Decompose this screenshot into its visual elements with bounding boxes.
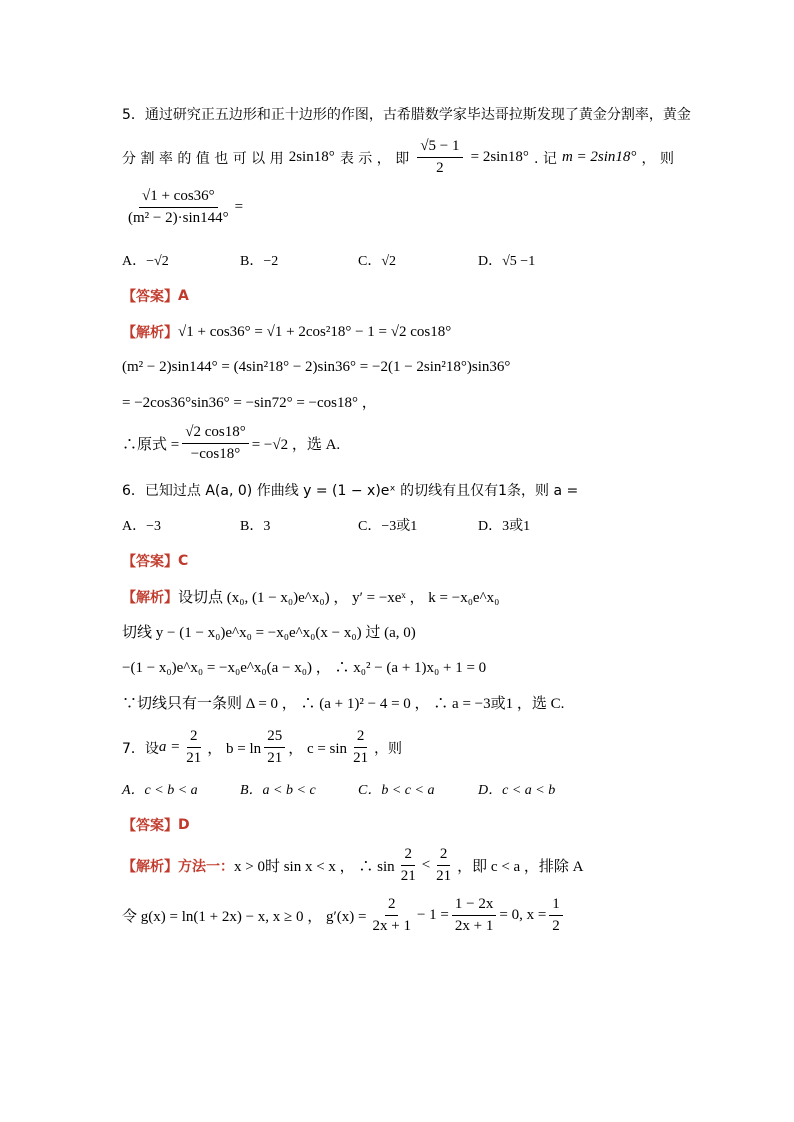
q7-option-b: B．a < b < c [240, 783, 316, 798]
analysis-text-c: = 0, x = [499, 907, 547, 924]
q7-c-lhs: ， c = sin [288, 741, 348, 758]
answer-value: C [178, 553, 189, 569]
answer-label: 【答案】 [122, 818, 178, 834]
q5-analysis-line2: (m² − 2)sin144° = (4sin²18° − 2)sin36° = −2(1 − 2sin²18°)sin36° [122, 359, 511, 375]
q5-option-a: A．−√2 [122, 254, 169, 269]
fraction-denominator: −cos18° [190, 446, 241, 463]
q5-line2-eq: = 2sin18° [470, 149, 529, 166]
analysis-text-b: − 1 = [416, 907, 449, 924]
q7-b-lhs: ， b = ln [207, 741, 262, 758]
q5-analysis-line4 [122, 424, 340, 464]
q5-result-fraction [182, 424, 248, 464]
q7-analysis-fraction-1 [398, 846, 419, 886]
analysis-text: √1 + cos36° = √1 + 2cos²18° − 1 = √2 cos18° [178, 323, 452, 340]
q7-analysis-line2 [122, 896, 566, 936]
q5-golden-fraction [417, 138, 462, 178]
analysis-text: 设切点 (x₀, (1 − x₀)e^x₀) ， y′ = −xeˣ ， k = −x₀e^x₀ [178, 590, 500, 606]
fraction-numerator: 1 [549, 896, 563, 916]
fraction-denominator: 21 [400, 868, 416, 885]
q7-c-fraction [350, 728, 371, 768]
q7-derivative-fraction-2 [452, 896, 496, 936]
q7-suffix: ，则 [374, 740, 403, 757]
q5-expression [122, 188, 243, 228]
q7-derivative-fraction-3 [549, 896, 563, 936]
q7-derivative-fraction-1 [370, 896, 414, 936]
q5-line2-text-c: . 记 [533, 150, 557, 167]
q5-option-d: D．√5 −1 [478, 254, 536, 269]
q7-b-fraction [264, 728, 285, 768]
fraction-numerator: √2 cos18° [182, 424, 248, 444]
answer-value: D [178, 817, 190, 833]
q5-line2-expr: 2sin18° [288, 149, 335, 166]
fraction-numerator: √5 − 1 [417, 138, 462, 158]
q5-answer [122, 286, 189, 306]
q5-line2-text-b: 表 示 ， 即 [339, 150, 410, 167]
q7-option-a: A．c < b < a [122, 783, 198, 798]
answer-value: A [178, 288, 189, 304]
q6-analysis-line2: 切线 y − (1 − x₀)e^x₀ = −x₀e^x₀(x − x₀) 过 (a, 0) [122, 625, 416, 641]
q5-analysis-line3: = −2cos36°sin36° = −sin72° = −cos18° ， [122, 395, 377, 411]
q6-line: 6．已知过点 A(a, 0) 作曲线 y = (1 − x)eˣ 的切线有且仅有1条，则 a = [122, 483, 579, 499]
analysis-label: 【解析】 [122, 589, 178, 606]
q5-analysis-line1 [122, 322, 451, 342]
q5-line2-text-a: 分 割 率 的 值 也 可 以 用 [122, 150, 284, 167]
fraction-numerator: √1 + cos36° [139, 188, 218, 208]
less-than-sign: < [421, 857, 431, 874]
q6-analysis-line4: ∵切线只有一条则 Δ = 0 ， ∴ (a + 1)² − 4 = 0 ， ∴ a = −3或1 ，选 C. [122, 696, 565, 712]
fraction-denominator: (m² − 2)·sin144° [128, 210, 229, 227]
q7-a-lhs: a = [158, 739, 181, 756]
fraction-denominator: 2 [552, 918, 560, 935]
fraction-numerator: 25 [264, 728, 285, 748]
fraction-numerator: 2 [437, 846, 451, 866]
q6-option-b: B．3 [240, 519, 271, 534]
q5-equals: = [234, 199, 244, 216]
fraction-denominator: 2x + 1 [454, 918, 494, 935]
q7-option-d: D．c < a < b [478, 783, 556, 798]
q5-line2 [122, 138, 674, 178]
q7-answer [122, 815, 190, 835]
q5-option-b: B．−2 [240, 254, 279, 269]
q5-line2-m: m = 2sin18° [561, 149, 637, 166]
fraction-denominator: 21 [353, 750, 369, 767]
q7-a-fraction [183, 728, 204, 768]
fraction-denominator: 2x + 1 [372, 918, 411, 935]
answer-label: 【答案】 [122, 289, 178, 305]
q5-line1: 5．通过研究正五边形和正十边形的作图，古希腊数学家毕达哥拉斯发现了黄金分割率，黄金 [122, 107, 691, 123]
analysis-method: 方法一： [178, 858, 234, 875]
analysis-text-a: x > 0时 sin x < x ， ∴ sin [234, 859, 395, 876]
analysis-text-b: ，即 c < a ，排除 A [457, 859, 584, 876]
q5-main-fraction [125, 188, 232, 228]
analysis-label: 【解析】 [122, 325, 178, 341]
q6-analysis-line1 [122, 586, 499, 607]
fraction-denominator: 2 [436, 160, 444, 177]
q6-answer [122, 551, 188, 571]
fraction-numerator: 2 [385, 896, 399, 916]
answer-label: 【答案】 [122, 554, 178, 570]
q6-analysis-line3: −(1 − x₀)e^x₀ = −x₀e^x₀(a − x₀) ， ∴ x₀² − (a + 1)x₀ + 1 = 0 [122, 660, 487, 676]
analysis-text-a: 令 g(x) = ln(1 + 2x) − x, x ≥ 0 ， g′(x) = [122, 909, 367, 926]
q5-option-c: C．√2 [358, 254, 397, 269]
q5-line2-text-d: ， 则 [641, 150, 674, 167]
fraction-denominator: 21 [186, 750, 202, 767]
q7-option-c: C．b < c < a [358, 783, 435, 798]
fraction-numerator: 1 − 2x [452, 896, 496, 916]
fraction-numerator: 2 [187, 728, 201, 748]
q6-option-a: A．−3 [122, 519, 162, 534]
q6-option-d: D．3或1 [478, 519, 531, 534]
fraction-denominator: 21 [267, 750, 283, 767]
analysis-prefix: ∴原式 = [122, 437, 180, 454]
q7-line [122, 728, 402, 768]
q7-analysis-fraction-2 [433, 846, 454, 886]
fraction-numerator: 2 [401, 846, 415, 866]
q7-prefix: 7．设 [122, 740, 159, 757]
fraction-denominator: 21 [436, 868, 452, 885]
analysis-label: 【解析】 [122, 858, 178, 875]
fraction-numerator: 2 [354, 728, 368, 748]
q7-analysis-line1 [122, 846, 584, 886]
q6-option-c: C．−3或1 [358, 519, 418, 534]
analysis-suffix: = −√2 ，选 A. [251, 437, 341, 454]
